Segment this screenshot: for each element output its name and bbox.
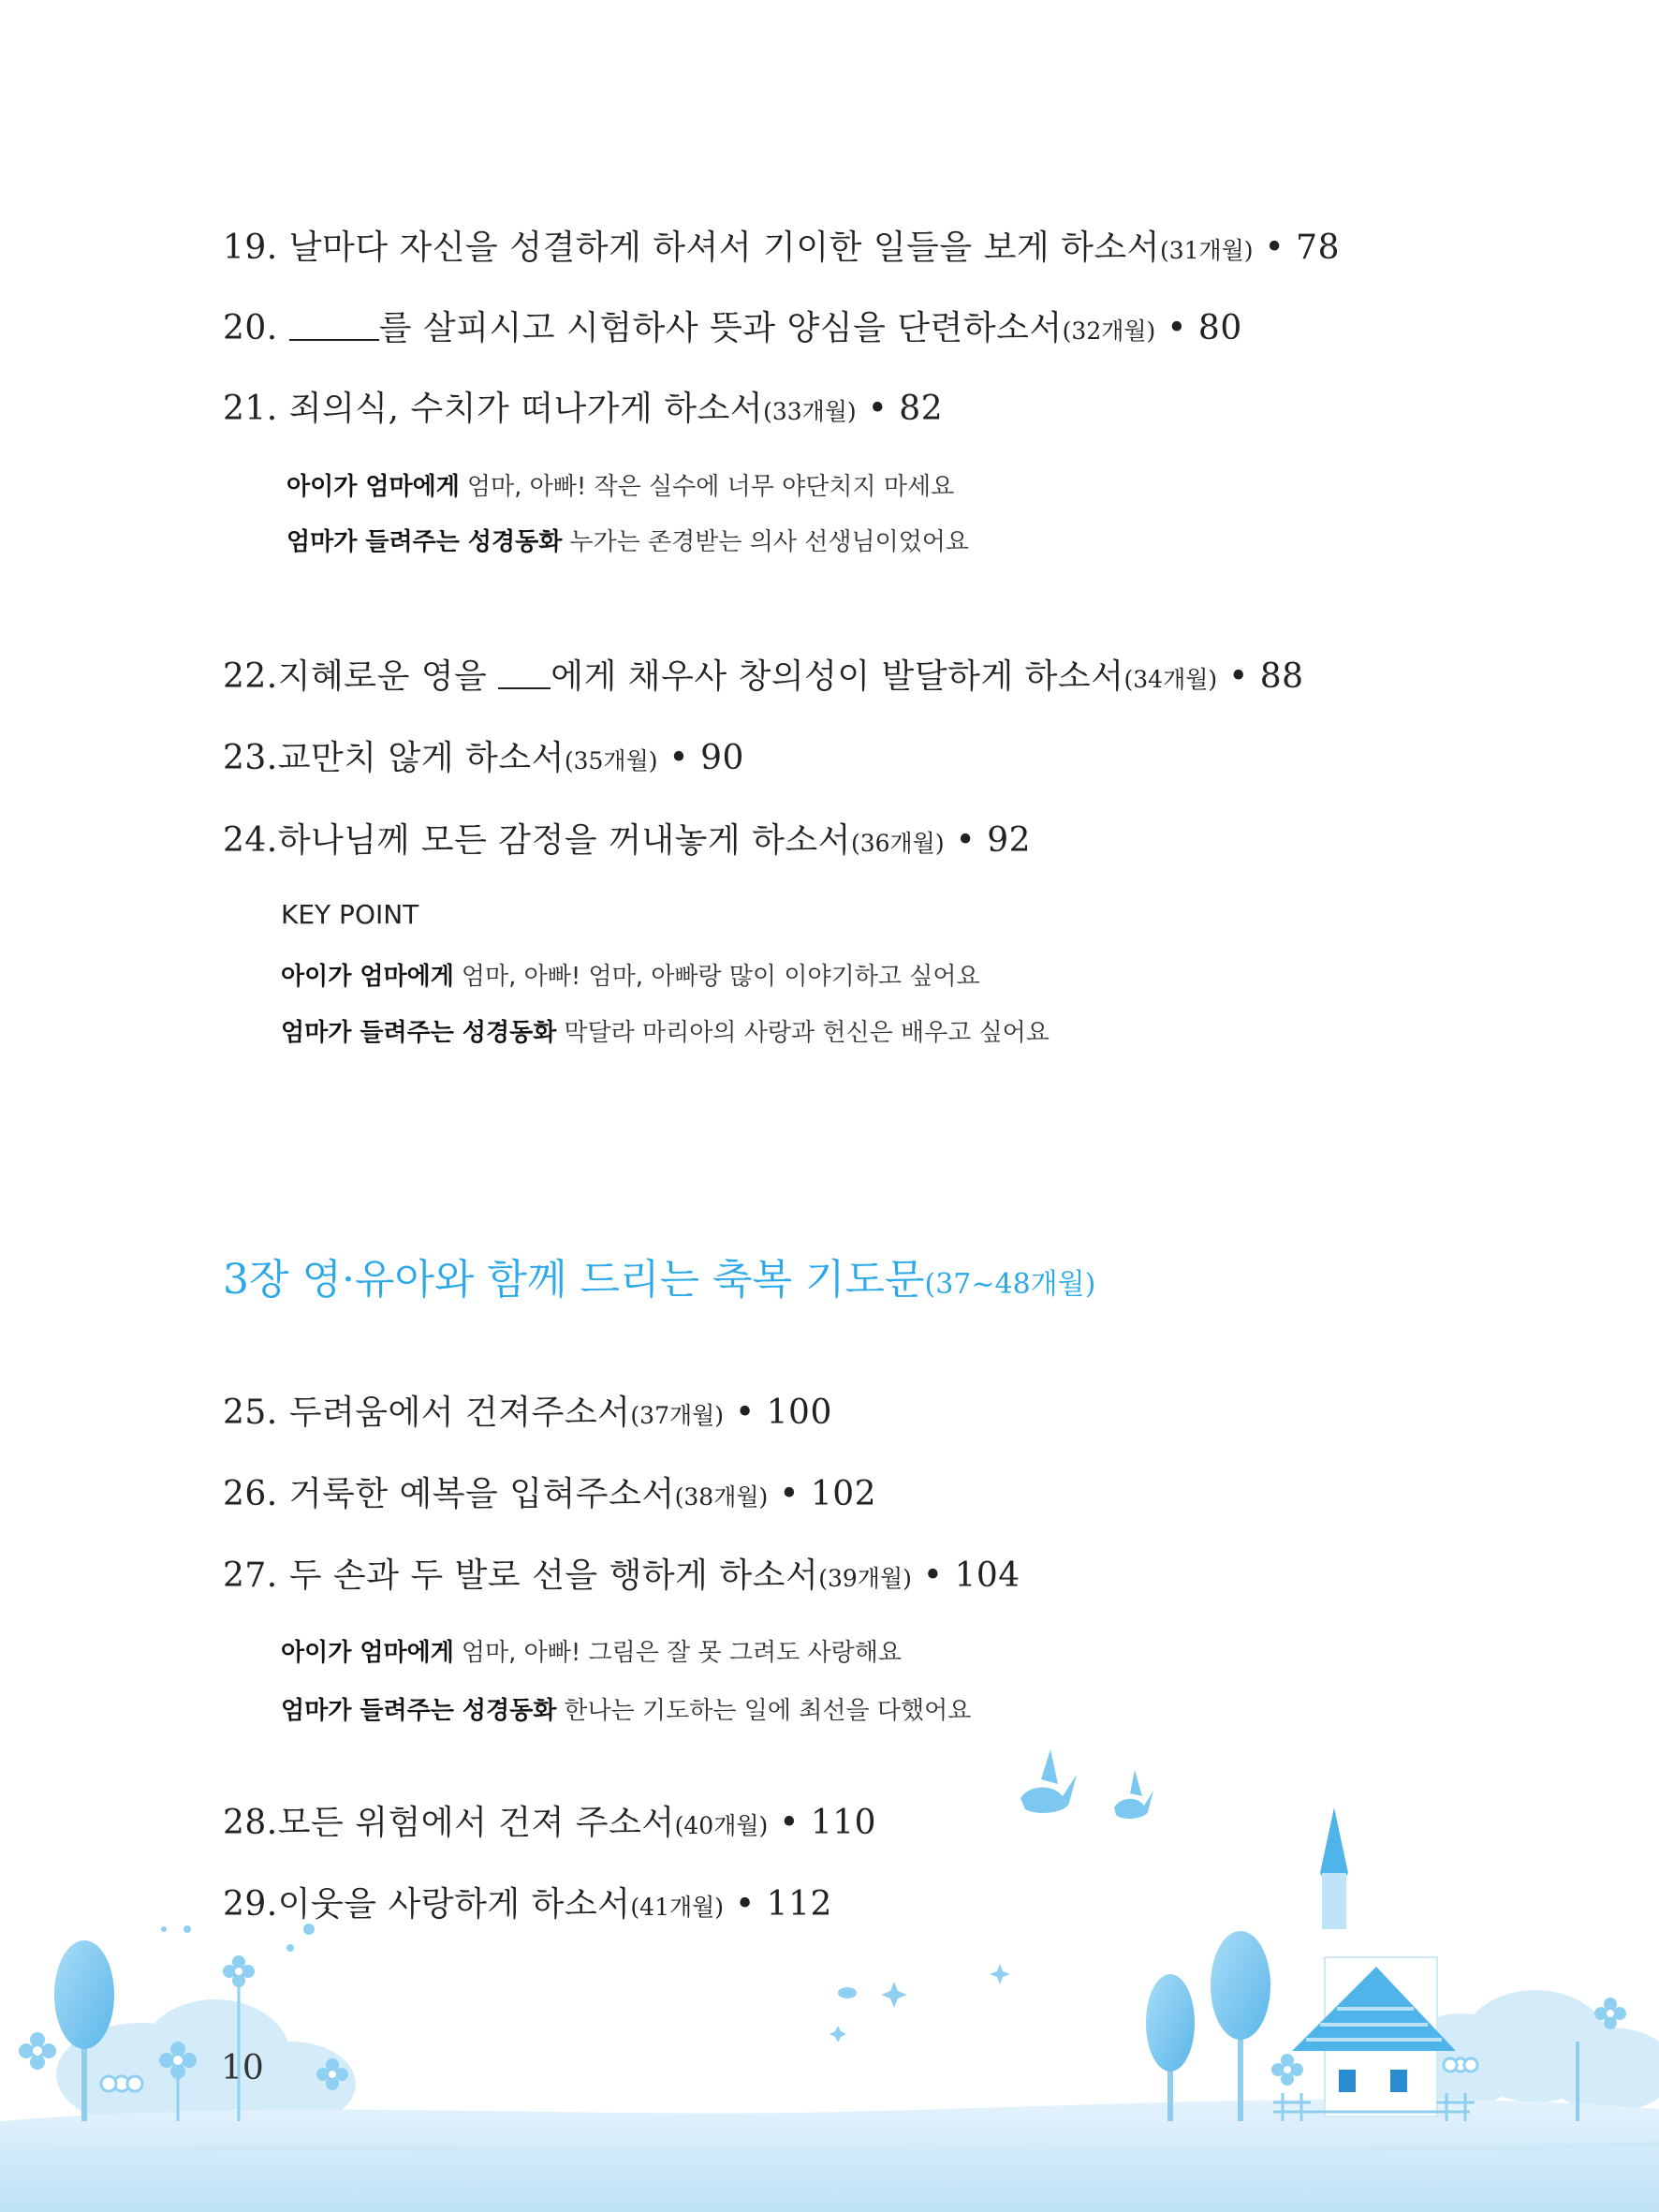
toc-entry-29[interactable] [223, 1878, 832, 1925]
entry-title: 20. [223, 309, 289, 347]
key-point-label: KEY POINT [281, 899, 419, 930]
note-child-to-mom: 아이가 엄마에게 엄마, 아빠! 그림은 잘 못 그려도 사랑해요 [281, 1639, 903, 1667]
toc-entry-22[interactable] [223, 650, 1304, 698]
entry-title: 24.하나님께 모든 감정을 꺼내놓게 하소서 [223, 821, 851, 860]
entry-title: 26. 거룩한 예복을 입혀주소서 [223, 1475, 675, 1513]
entry-title: 23.교만치 않게 하소서 [223, 739, 565, 777]
entry-title: 22.지혜로운 영을 [223, 657, 499, 696]
entry-months: (33개월) [763, 398, 857, 425]
entry-title: 21. 죄의식, 수치가 떠나가게 하소서 [223, 390, 764, 428]
entry-title: 28.모든 위험에서 건져 주소서 [223, 1804, 675, 1842]
toc-entry-27[interactable] [223, 1549, 1020, 1597]
entry-months: (37개월) [630, 1402, 725, 1429]
entry-page: • 110 [768, 1804, 877, 1842]
entry-months: (39개월) [818, 1565, 912, 1592]
entry-title: 를 살피시고 시험하사 뜻과 양심을 단련하소서 [378, 309, 1063, 347]
note-bible-story: 엄마가 들려주는 성경동화 누가는 존경받는 의사 선생님이었어요 [286, 528, 970, 556]
toc-entry-21[interactable] [223, 382, 943, 430]
entry-page: • 82 [856, 390, 944, 428]
entry-months: (35개월) [564, 747, 658, 774]
entry-months: (36개월) [850, 830, 945, 857]
toc-entry-25[interactable] [223, 1386, 832, 1434]
flower-icons-middle [830, 1964, 1010, 2042]
toc-entry-28[interactable] [223, 1796, 876, 1844]
note-child-to-mom: 아이가 엄마에게 엄마, 아빠! 엄마, 아빠랑 많이 이야기하고 싶어요 [281, 963, 980, 991]
entry-page: • 78 [1253, 229, 1340, 267]
entry-title: 29.이웃을 사랑하게 하소서 [223, 1885, 631, 1924]
chapter-heading: 3장 영·유아와 함께 드리는 축복 기도문(37~48개월) [223, 1256, 1096, 1304]
bird-icons [1020, 1749, 1153, 1819]
toc-entry-20[interactable] [223, 302, 1242, 349]
entry-title: 19. 날마다 자신을 성결하게 하셔서 기이한 일들을 보게 하소서 [223, 229, 1160, 267]
entry-page: • 80 [1155, 309, 1242, 347]
toc-entry-24[interactable] [223, 814, 1031, 862]
note-child-to-mom: 아이가 엄마에게 엄마, 아빠! 작은 실수에 너무 야단치지 마세요 [286, 473, 955, 501]
entry-page: • 88 [1217, 657, 1304, 696]
name-blank [498, 659, 551, 689]
note-bible-story: 엄마가 들려주는 성경동화 막달라 마리아의 사랑과 헌신은 배우고 싶어요 [281, 1019, 1050, 1047]
entry-page: • 104 [911, 1556, 1020, 1595]
entry-title: 25. 두려움에서 건져주소서 [223, 1394, 631, 1432]
toc-entry-23[interactable] [223, 731, 744, 779]
entry-months: (38개월) [674, 1483, 769, 1511]
note-bible-story: 엄마가 들려주는 성경동화 한나는 기도하는 일에 최선을 다했어요 [281, 1697, 972, 1725]
entry-page: • 112 [724, 1885, 832, 1924]
entry-months: (31개월) [1159, 237, 1254, 264]
entry-title: 에게 채우사 창의성이 발달하게 하소서 [551, 657, 1124, 696]
entry-page: • 92 [944, 821, 1032, 860]
entry-months: (32개월) [1062, 317, 1156, 345]
toc-entry-26[interactable] [223, 1467, 876, 1515]
toc-entry-19[interactable] [223, 221, 1340, 269]
entry-page: • 90 [657, 739, 744, 777]
entry-months: (40개월) [674, 1812, 769, 1839]
entry-page: • 102 [768, 1475, 877, 1513]
entry-months: (41개월) [630, 1894, 725, 1921]
name-blank [289, 311, 379, 341]
entry-months: (34개월) [1123, 666, 1218, 693]
entry-page: • 100 [724, 1394, 832, 1432]
entry-title: 27. 두 손과 두 발로 선을 행하게 하소서 [223, 1556, 819, 1595]
page-number: 10 [221, 2049, 264, 2087]
